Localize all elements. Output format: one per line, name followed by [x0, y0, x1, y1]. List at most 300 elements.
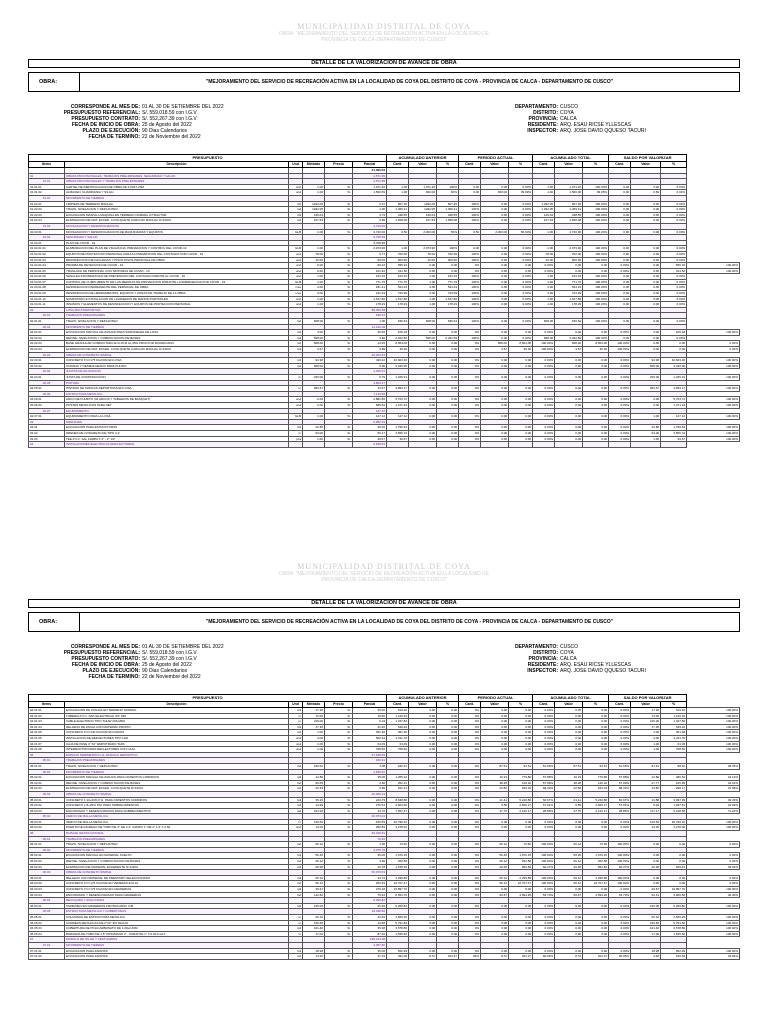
table-cell: CONCRETO F'C=175 KG/CM2 EN VEREDAS E=0.10 [65, 881, 289, 887]
table-cell: 66.12 [555, 842, 583, 848]
table-cell: 105.18 [387, 330, 409, 336]
table-cell: 178.29 [437, 302, 459, 308]
table-cell: 8.72 [409, 954, 437, 960]
table-cell: 0.00 [481, 920, 509, 926]
table-cell: 0.00% [661, 285, 687, 291]
col-header: % [661, 162, 687, 168]
table-cell: 0.00 [481, 948, 509, 954]
info-row-department: DEPARTAMENTO: CUSCO [514, 644, 579, 650]
header-saldo: SALDO POR VALORIZAR [609, 695, 687, 702]
table-cell: m3 [289, 358, 303, 364]
table-cell: 8,638.86 [387, 797, 409, 803]
table-cell: 66.12 [303, 842, 325, 848]
table-cell: 10.23 [481, 775, 509, 781]
table-cell: 216.00 [631, 719, 661, 725]
table-cell: 100% [459, 201, 481, 207]
table-cell: 0.00 [555, 719, 583, 725]
table-cell: 438.55 [387, 212, 409, 218]
table-cell: 66.12 [481, 842, 509, 848]
col-header: Descripción [65, 162, 289, 168]
table-cell: 0.00 [583, 926, 609, 932]
table-cell: 06.05.02 [29, 920, 65, 926]
table-cell: 0.00 [481, 274, 509, 280]
table-cell: 2,973.96 [409, 246, 437, 252]
table-cell: EQUIPAMIENTO PARA LA LOSA [65, 414, 289, 420]
table-cell: 100.00% [687, 402, 740, 408]
table-cell: S/. [325, 881, 353, 887]
table-cell: CONCRETO F'C=175 KG/CM2 EN GRADERIAS [65, 887, 289, 893]
table-cell: 0.00 [509, 358, 533, 364]
table-cell: 06.03.03 [29, 887, 65, 893]
table-cell: 100.00% [687, 430, 740, 436]
table-cell: 0.00 [631, 246, 661, 252]
table-cell: 100.00% [687, 730, 740, 736]
table-cell: 06.03.01 [29, 875, 65, 881]
table-cell: 486.62 [661, 775, 687, 781]
table-cell: 1,325.91 [661, 374, 687, 380]
table-cell: 100.00% [609, 341, 631, 347]
table-cell: 0.00% [687, 859, 740, 865]
table-cell: 0.00 [481, 825, 509, 831]
table-cell: 0.00 [481, 747, 509, 753]
table-cell: 0.00 [481, 730, 509, 736]
table-cell: 0.00 [437, 397, 459, 403]
table-cell: 1,265.22 [387, 775, 409, 781]
table-cell: m3 [289, 797, 303, 803]
table-cell: 0.00 [555, 708, 583, 714]
table-cell: 100% [459, 319, 481, 325]
table-cell: 0.00% [533, 402, 555, 408]
table-cell: 07 [29, 937, 65, 943]
table-cell: 39.67 [353, 436, 387, 442]
table-cell: 0.00 [481, 363, 509, 369]
table-cell: 0.00 [509, 708, 533, 714]
table-cell: 0.00% [609, 741, 631, 747]
table-cell: 1.00 [303, 296, 325, 302]
table-group-row [29, 442, 740, 448]
table-cell: 1,799.63 [387, 425, 409, 431]
table-cell: 0.00 [583, 914, 609, 920]
table-cell: 1.00 [303, 747, 325, 753]
table-cell: 0% [459, 903, 481, 909]
table-cell: S/. [325, 184, 353, 190]
col-header: % [509, 702, 533, 708]
col-header: Cant. [387, 702, 409, 708]
table-cell: 04.01.05 [29, 730, 65, 736]
table-cell: 0.00 [509, 747, 533, 753]
table-cell: 5,240.86 [509, 797, 533, 803]
table-cell: 05.02.02 [29, 780, 65, 786]
table-cell: 0% [459, 803, 481, 809]
table-cell: 0.00 [481, 218, 509, 224]
table-cell: 100% [459, 212, 481, 218]
table-cell: 544.23 [437, 285, 459, 291]
table-cell: 324.37 [509, 954, 533, 960]
table-cell: 18.28 [303, 948, 325, 954]
obra-label: OBRA: [29, 73, 80, 91]
table-cell: 01.01.01 [29, 184, 65, 190]
table-cell: 99.22 [353, 263, 387, 269]
table-cell: 0.00% [687, 853, 740, 859]
table-cell: 0.00 [437, 330, 459, 336]
table-cell: 1.06 [353, 207, 387, 213]
info-row-province: PROVINCIA: CALCA [528, 656, 577, 662]
project-subtitle-line2: PROVINCIA DE CALCA-DEPARTAMENTO DE CUSCO" [321, 37, 447, 43]
table-cell: 2,322.56 [437, 335, 459, 341]
table-cell: 01.04.01.05 [29, 268, 65, 274]
table-cell: DRENES DE CONCRETO DE TIPO 2-9 [65, 430, 289, 436]
col-header: % [583, 702, 609, 708]
table-cell: 42.01% [687, 780, 740, 786]
table-cell: 100.00% [583, 335, 609, 341]
table-cell: 952.83 [583, 864, 609, 870]
table-cell: 0% [459, 926, 481, 932]
table-cell: 199,213.48 [353, 937, 387, 943]
table-cell: 100.00% [583, 257, 609, 263]
table-cell: m3 [289, 803, 303, 809]
table-cell: 03.03 [29, 436, 65, 442]
table-cell: ALMACEN, GUARDIANIA Y SS.HH [65, 190, 289, 196]
table-cell: 771.76 [437, 279, 459, 285]
table-cell: PRUEBA DE DETECCION DE COVID - 19 [65, 263, 289, 269]
table-cell: m2 [289, 881, 303, 887]
table-cell: 544.23 [387, 285, 409, 291]
table-cell: 4,594.26 [509, 892, 533, 898]
table-cell: 64.09 [661, 741, 687, 747]
info-row-month: CORRESPONDE AL MES DE: 01 AL 30 DE SETIEMBRE DEL 2022 [70, 104, 224, 110]
table-cell: m3 [289, 887, 303, 893]
table-cell: 0% [459, 330, 481, 336]
table-cell: 900.90 [437, 257, 459, 263]
table-cell: 100.00% [609, 859, 631, 865]
table-cell: CERCO DE MALLA METALICA [65, 814, 289, 820]
table-cell: 0.00% [533, 914, 555, 920]
info-row-start-date: FECHA DE INICIO DE OBRA: 25 de Agosto del 2022 [71, 662, 192, 668]
table-cell: 70.60 [583, 842, 609, 848]
table-cell: 0.00 [437, 887, 459, 893]
table-cell: 0.00 [583, 425, 609, 431]
table-cell: 0.00 [509, 903, 533, 909]
table-cell: 94.38 [631, 358, 661, 364]
table-cell: 100.00% [687, 374, 740, 380]
table-cell: 17.36 [631, 708, 661, 714]
table-cell: 0.00 [555, 713, 583, 719]
table-cell: S/. [325, 274, 353, 280]
table-cell: 01.02.04 [29, 218, 65, 224]
col-header: Cant. [609, 702, 631, 708]
table-cell: 66% [459, 954, 481, 960]
table-cell: DESINFECCION PERMANENTE DEL PERSONAL DE OBRA [65, 285, 289, 291]
table-cell: 78.00 [409, 251, 437, 257]
table-cell: 0.00 [609, 274, 631, 280]
table-cell: 1,658.08 [387, 218, 409, 224]
table-cell: 0.00 [437, 374, 459, 380]
table-cell: 0.00 [437, 719, 459, 725]
table-cell: 0.00 [409, 914, 437, 920]
table-cell [409, 442, 437, 448]
col-header: Cant. [533, 702, 555, 708]
table-cell: 100.00% [583, 246, 609, 252]
col-header: Items [29, 702, 65, 708]
col-header: Precio [325, 162, 353, 168]
table-cell: 2,666.17 [509, 803, 533, 809]
table-cell: 0.00 [437, 414, 459, 420]
table-cell: 100% [459, 296, 481, 302]
table-cell: 0.00% [609, 819, 631, 825]
table-cell: 78.00 [303, 251, 325, 257]
table-cell: 1,970.15 [583, 853, 609, 859]
table-cell: 12.80 [631, 775, 661, 781]
table-cell: 0% [459, 887, 481, 893]
table-cell: 2,836.52 [353, 769, 387, 775]
table-cell: CABLE ELECTRICO TIPO THHW 2X6 MM2 [65, 719, 289, 725]
table-cell: 0.00 [481, 430, 509, 436]
table-cell: 3.67 [303, 347, 325, 353]
table-cell: MOVIMIENTO DE TIERRAS [65, 942, 289, 948]
table-cell: 0.00 [437, 386, 459, 392]
table-cell: 0.00 [481, 358, 509, 364]
table-cell: S/. [325, 207, 353, 213]
table-cell: 57.91% [533, 803, 555, 809]
table-cell: 0.00% [661, 184, 687, 190]
table-cell: 9.89 [353, 218, 387, 224]
table-cell: 01.04.01.03 [29, 257, 65, 263]
table-cell: 2,973.96 [353, 246, 387, 252]
table-cell: 3,556.72 [387, 430, 409, 436]
table-cell: 252.58 [509, 859, 533, 865]
table-cell: 0.00 [509, 374, 533, 380]
table-cell: 0.00 [481, 741, 509, 747]
table-cell: 0.00 [437, 864, 459, 870]
table-cell: 0.00% [609, 747, 631, 753]
table-cell: 100% [459, 302, 481, 308]
valuation-table-2 [28, 694, 740, 960]
table-cell: 2.00 [303, 397, 325, 403]
table-cell: 56.20 [481, 853, 509, 859]
table-cell: 1.06 [353, 842, 387, 848]
table-cell: 13.00 [631, 825, 661, 831]
table-cell [325, 442, 353, 448]
table-cell: 05.02.03 [29, 786, 65, 792]
table-cell: S/. [325, 747, 353, 753]
table-cell: 1.00 [303, 741, 325, 747]
table-cell: S/. [325, 436, 353, 442]
table-cell: 0.00 [437, 859, 459, 865]
table-cell: 100.00% [687, 914, 740, 920]
table-cell: GLB [289, 246, 303, 252]
table-cell: 0.00% [661, 302, 687, 308]
table-cell: 0.00% [533, 948, 555, 954]
table-cell: ESTRUCTURA METALICA [65, 391, 289, 397]
table-cell: 0% [459, 414, 481, 420]
table-cell: 0.00 [509, 425, 533, 431]
table-cell: 2,571.95 [353, 173, 387, 179]
table-cell: 129.04 [303, 212, 325, 218]
table-cell: 1.00 [387, 190, 409, 196]
table-cell: TRAZO, NIVELACION Y REPLANTEO [65, 207, 289, 213]
table-cell: 01.04.01 [29, 240, 65, 246]
table-cell: 0.00% [609, 430, 631, 436]
table-cell: 1292.05 [409, 201, 437, 207]
table-cell: 2,011.76 [661, 735, 687, 741]
table-cell: 100.00% [687, 268, 740, 274]
table-cell: 57.88% [609, 775, 631, 781]
table-cell: 0.00 [409, 881, 437, 887]
table-cell: 3,278.02 [661, 825, 687, 831]
table-cell: m [289, 713, 303, 719]
table-cell: 0.00% [533, 268, 555, 274]
table-cell: 0.00 [409, 875, 437, 881]
info-row-inspector: INSPECTOR: ARQ. JOSE DAVID QQUESO TACURI [527, 128, 646, 134]
table-cell: 01 [29, 173, 65, 179]
table-cell: 0.00 [631, 347, 661, 353]
table-cell: 298.17 [661, 786, 687, 792]
table-cell: 241.33 [353, 291, 387, 297]
table-cell: 18.28 [631, 948, 661, 954]
table-cell: 0.00 [437, 263, 459, 269]
table-cell: 595.32 [387, 263, 409, 269]
table-cell: 0.00 [583, 724, 609, 730]
table-cell: 0.00 [437, 730, 459, 736]
table-cell: 100% [459, 274, 481, 280]
table-cell: 06.05 [29, 909, 65, 915]
table-cell: 163.15 [387, 274, 409, 280]
table-cell: MODULO DE SS.HH Y VESTUARIOS [65, 937, 289, 943]
info-row-term: PLAZO DE EJECUCIÓN: 90 Dias Calendarios [82, 668, 188, 674]
table-cell: 26.30 [631, 864, 661, 870]
table-cell: 0.00 [437, 948, 459, 954]
table-cell: 0.00 [583, 819, 609, 825]
table-cell: 100.00% [687, 719, 740, 725]
table-cell: 100.00% [533, 881, 555, 887]
table-cell: m2 [289, 842, 303, 848]
table-cell: 0% [459, 747, 481, 753]
table-cell: 16,897.76 [387, 887, 409, 893]
table-cell: 2,120.17 [509, 808, 533, 814]
table-cell: 0.00 [661, 853, 687, 859]
table-cell: 0% [459, 268, 481, 274]
table-cell: 100.00% [583, 279, 609, 285]
table-cell: 8,664.00 [387, 341, 409, 347]
table-cell: 252.58 [583, 859, 609, 865]
table-cell: JUNTA DE CONSTRUCCION [65, 374, 289, 380]
table-cell: m [289, 430, 303, 436]
table-cell: 100.00% [687, 920, 740, 926]
table-cell: 163.15 [353, 274, 387, 280]
valuation-sheet-2 [28, 562, 740, 960]
project-info [28, 92, 740, 154]
table-cell: 66.06% [533, 954, 555, 960]
table-cell: 0.00% [509, 335, 533, 341]
col-header: Cant. [459, 702, 481, 708]
table-cell: 0.00 [409, 397, 437, 403]
table-cell: COLUMNAS DE ESTRUCTURA METALICA [65, 914, 289, 920]
table-cell: 0.00 [481, 285, 509, 291]
table-cell: 0.00% [533, 887, 555, 893]
table-cell: m2 [289, 319, 303, 325]
table-cell: 1292.05 [303, 201, 325, 207]
table-cell: m3 [289, 954, 303, 960]
table-cell: 0.00% [609, 386, 631, 392]
table-cell: 1,347.84 [387, 719, 409, 725]
table-cell: REVOQUES Y ENLUCIDOS [65, 898, 289, 904]
table-cell: 1,617.86 [555, 296, 583, 302]
table-cell: S/. [325, 859, 353, 865]
table-cell: 04.01.04 [29, 724, 65, 730]
table-cell: 1,071.26 [353, 184, 387, 190]
table-cell: 0.00 [509, 819, 533, 825]
table-cell: 1.00 [303, 229, 325, 235]
table-cell: 02.06 [29, 391, 65, 397]
table-cell: 8.72 [481, 954, 509, 960]
table-cell: 0.00% [509, 291, 533, 297]
table-cell: 100% [459, 285, 481, 291]
table-cell: 0.00% [533, 735, 555, 741]
table-cell: 02.07.01 [29, 414, 65, 420]
table-group-header [29, 155, 740, 162]
table-cell: 0.00 [509, 386, 533, 392]
table-cell: mes [289, 291, 303, 297]
table-cell: m [289, 819, 303, 825]
table-cell: 53.70% [609, 892, 631, 898]
table-cell: 06.02.03 [29, 864, 65, 870]
table-cell: 0% [459, 775, 481, 781]
table-cell: 0.00 [631, 285, 661, 291]
table-cell: 146.32 [509, 780, 533, 786]
table-cell [481, 442, 509, 448]
table-cell: 112.60 [303, 892, 325, 898]
table-cell: 0.00 [437, 914, 459, 920]
table-cell: 100.00% [583, 274, 609, 280]
table-cell: 1.00 [631, 741, 661, 747]
table-cell: 07.01.02 [29, 954, 65, 960]
table-cell: 0% [459, 719, 481, 725]
table-cell: 608.00 [533, 319, 555, 325]
table-cell: EXCAVACION MANUAL EN MATERIAL SUELTO [65, 853, 289, 859]
table-cell: 2,120.17 [583, 808, 609, 814]
table-cell: 0.00 [583, 920, 609, 926]
table-cell: 2,560.26 [387, 914, 409, 920]
table-cell: 100.00% [687, 825, 740, 831]
table-cell: 60.37% [609, 864, 631, 870]
table-cell: 9.89 [353, 347, 387, 353]
table-cell: m2 [289, 859, 303, 865]
table-cell: 5,240.86 [583, 797, 609, 803]
header-acumulado-total: ACUMULADO TOTAL [533, 155, 609, 162]
table-cell: 1.00 [409, 274, 437, 280]
table-cell: 0% [459, 430, 481, 436]
table-cell: 0.50 [387, 229, 409, 235]
table-cell: 3.00 [303, 330, 325, 336]
table-cell: 57,628.59 [353, 752, 387, 758]
table-cell: 01.04.01.01 [29, 246, 65, 252]
info-row-contract-budget: PRESUPUESTO CONTRATO: S/. 552,267.39 con I.G.V [71, 656, 197, 662]
table-cell: 0.00% [661, 335, 687, 341]
table-cell: 60.67% [609, 797, 631, 803]
table-cell: mes [289, 285, 303, 291]
table-cell: 0.00 [609, 201, 631, 207]
table-cell [509, 442, 533, 448]
table-cell: und [289, 402, 303, 408]
table-cell: 0% [459, 920, 481, 926]
table-cell: 1,617.86 [437, 296, 459, 302]
table-cell: 0.00 [583, 931, 609, 937]
table-cell: 0.00% [661, 207, 687, 213]
table-cell: 0.00 [437, 931, 459, 937]
table-cell: 1,500.00 [555, 190, 583, 196]
table-cell: 0.00 [409, 780, 437, 786]
table-cell [555, 442, 583, 448]
